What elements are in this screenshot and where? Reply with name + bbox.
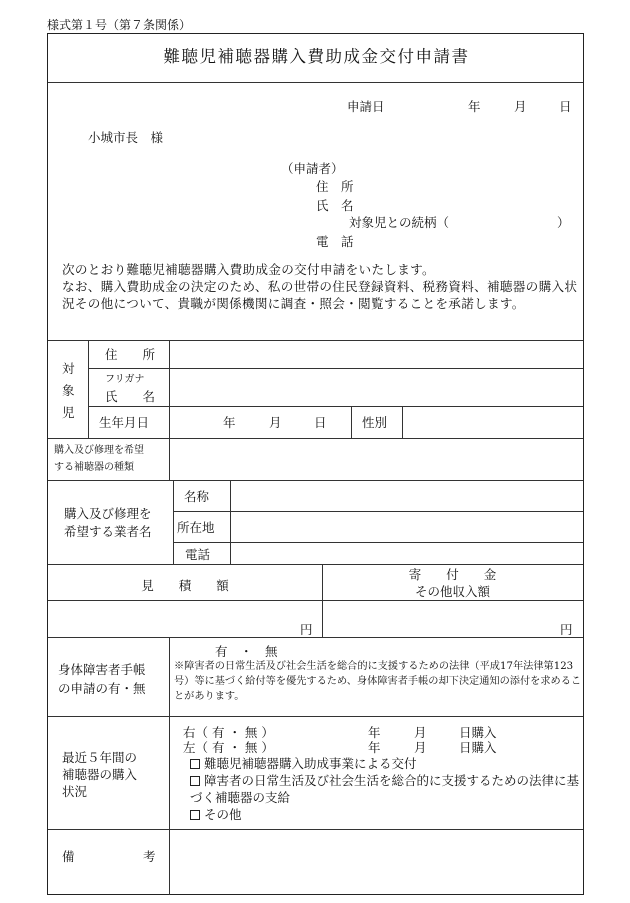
remarks-label-right: 考 xyxy=(143,849,156,864)
divider xyxy=(48,340,583,341)
child-birthdate-label: 生年月日 xyxy=(99,415,150,430)
left-month: 月 xyxy=(414,740,427,755)
divider xyxy=(48,637,583,638)
history-label-3: 状況 xyxy=(62,784,88,799)
history-option-3 xyxy=(190,807,242,822)
history-label-1: 最近５年間の xyxy=(62,750,138,765)
divider xyxy=(173,542,583,543)
consent-body: なお、購入費助成金の決定のため、私の世帯の住民登録資料、税務資料、補聴器の購入状況その他について、貴職が関係機関に調査・照会・閲覧することを承諾します。 xyxy=(62,279,578,311)
left-year: 年 xyxy=(368,740,381,755)
divider xyxy=(230,480,231,564)
divider xyxy=(169,716,170,895)
date-day: 日 xyxy=(559,99,572,114)
history-label-2: 補聴器の購入 xyxy=(62,767,138,782)
application-date-label: 申請日 xyxy=(347,99,385,114)
option-3-label: その他 xyxy=(204,807,242,822)
divider xyxy=(48,716,583,717)
relation-label: 対象児との続柄（ xyxy=(349,215,450,230)
divider xyxy=(173,511,583,512)
left-purchase: 日購入 xyxy=(459,740,497,755)
checkbox-1[interactable] xyxy=(190,759,200,769)
consent-line1: 次のとおり難聴児補聴器購入費助成金の交付申請をいたします。 xyxy=(62,262,435,277)
disability-options: 有 ・ 無 xyxy=(215,644,278,659)
applicant-label: （申請者） xyxy=(281,161,344,176)
donation-yen: 円 xyxy=(560,622,573,637)
applicant-address-label: 住 所 xyxy=(316,179,354,194)
divider xyxy=(48,480,583,481)
history-option-2 xyxy=(190,773,580,807)
vendor-label-1: 購入及び修理を xyxy=(64,506,152,521)
vendor-phone-label: 電話 xyxy=(185,547,211,562)
birth-month: 月 xyxy=(269,415,282,430)
relation-close: ） xyxy=(557,215,570,230)
vendor-location-label: 所在地 xyxy=(177,520,215,535)
gender-label: 性別 xyxy=(362,415,388,430)
divider xyxy=(88,368,583,369)
target-child-label-3: 児 xyxy=(62,405,75,420)
child-furigana-label: フリガナ xyxy=(105,374,145,385)
disability-label-2: の申請の有・無 xyxy=(58,681,146,696)
child-address-label: 住 所 xyxy=(105,347,156,362)
divider xyxy=(169,438,170,480)
estimate-yen: 円 xyxy=(300,622,313,637)
vendor-name-label: 名称 xyxy=(184,489,210,504)
form-title: 難聴児補聴器購入費助成金交付申請書 xyxy=(163,47,470,66)
disability-label-1: 身体障害者手帳 xyxy=(58,662,146,677)
option-1-label: 難聴児補聴器購入助成事業による交付 xyxy=(204,756,417,771)
disability-note: ※障害者の日常生活及び社会生活を総合的に支援するための法律（平成17年法律第123号）等に基づく給付等を優先するため、身体障害者手帳の却下決定通知の添付を求めることがあります。 xyxy=(174,661,582,702)
checkbox-3[interactable] xyxy=(190,810,200,820)
divider xyxy=(402,406,403,438)
checkbox-2[interactable] xyxy=(190,776,200,786)
remarks-label-left: 備 xyxy=(62,849,75,864)
divider xyxy=(48,438,583,439)
application-form xyxy=(47,33,584,895)
divider xyxy=(48,564,583,565)
divider xyxy=(173,480,174,564)
birth-day: 日 xyxy=(314,415,327,430)
estimate-label: 見 積 額 xyxy=(141,578,229,593)
form-number: 様式第１号（第７条関係） xyxy=(47,18,192,32)
divider xyxy=(88,340,89,438)
right-purchase: 日購入 xyxy=(459,725,497,740)
device-type-label-1: 購入及び修理を希望 xyxy=(54,445,144,456)
applicant-phone-label: 電 話 xyxy=(316,234,354,249)
right-year: 年 xyxy=(368,725,381,740)
right-month: 月 xyxy=(414,725,427,740)
divider xyxy=(48,829,583,830)
right-ear-status: 右（ 有 ・ 無 ） xyxy=(183,725,274,740)
donation-label-2: その他収入額 xyxy=(414,584,490,599)
divider xyxy=(48,600,583,601)
divider xyxy=(351,406,352,438)
device-type-label-2: する補聴器の種類 xyxy=(54,462,134,473)
divider xyxy=(48,82,583,83)
left-ear-status: 左（ 有 ・ 無 ） xyxy=(183,740,274,755)
vendor-label-2: 希望する業者名 xyxy=(64,524,152,539)
date-year: 年 xyxy=(468,99,481,114)
birth-year: 年 xyxy=(223,415,236,430)
child-name-label: 氏 名 xyxy=(105,389,156,404)
divider xyxy=(88,406,583,407)
applicant-name-label: 氏 名 xyxy=(316,198,354,213)
donation-label-1: 寄 付 金 xyxy=(408,567,497,582)
addressee: 小城市長 様 xyxy=(88,130,164,145)
option-2-label: 障害者の日常生活及び社会生活を総合的に支援するための法律に基づく補聴器の支給 xyxy=(190,773,580,805)
date-month: 月 xyxy=(514,99,527,114)
divider xyxy=(169,637,170,716)
target-child-label-2: 象 xyxy=(62,383,75,398)
divider xyxy=(169,340,170,438)
target-child-label-1: 対 xyxy=(62,361,75,376)
history-option-1 xyxy=(190,756,417,771)
